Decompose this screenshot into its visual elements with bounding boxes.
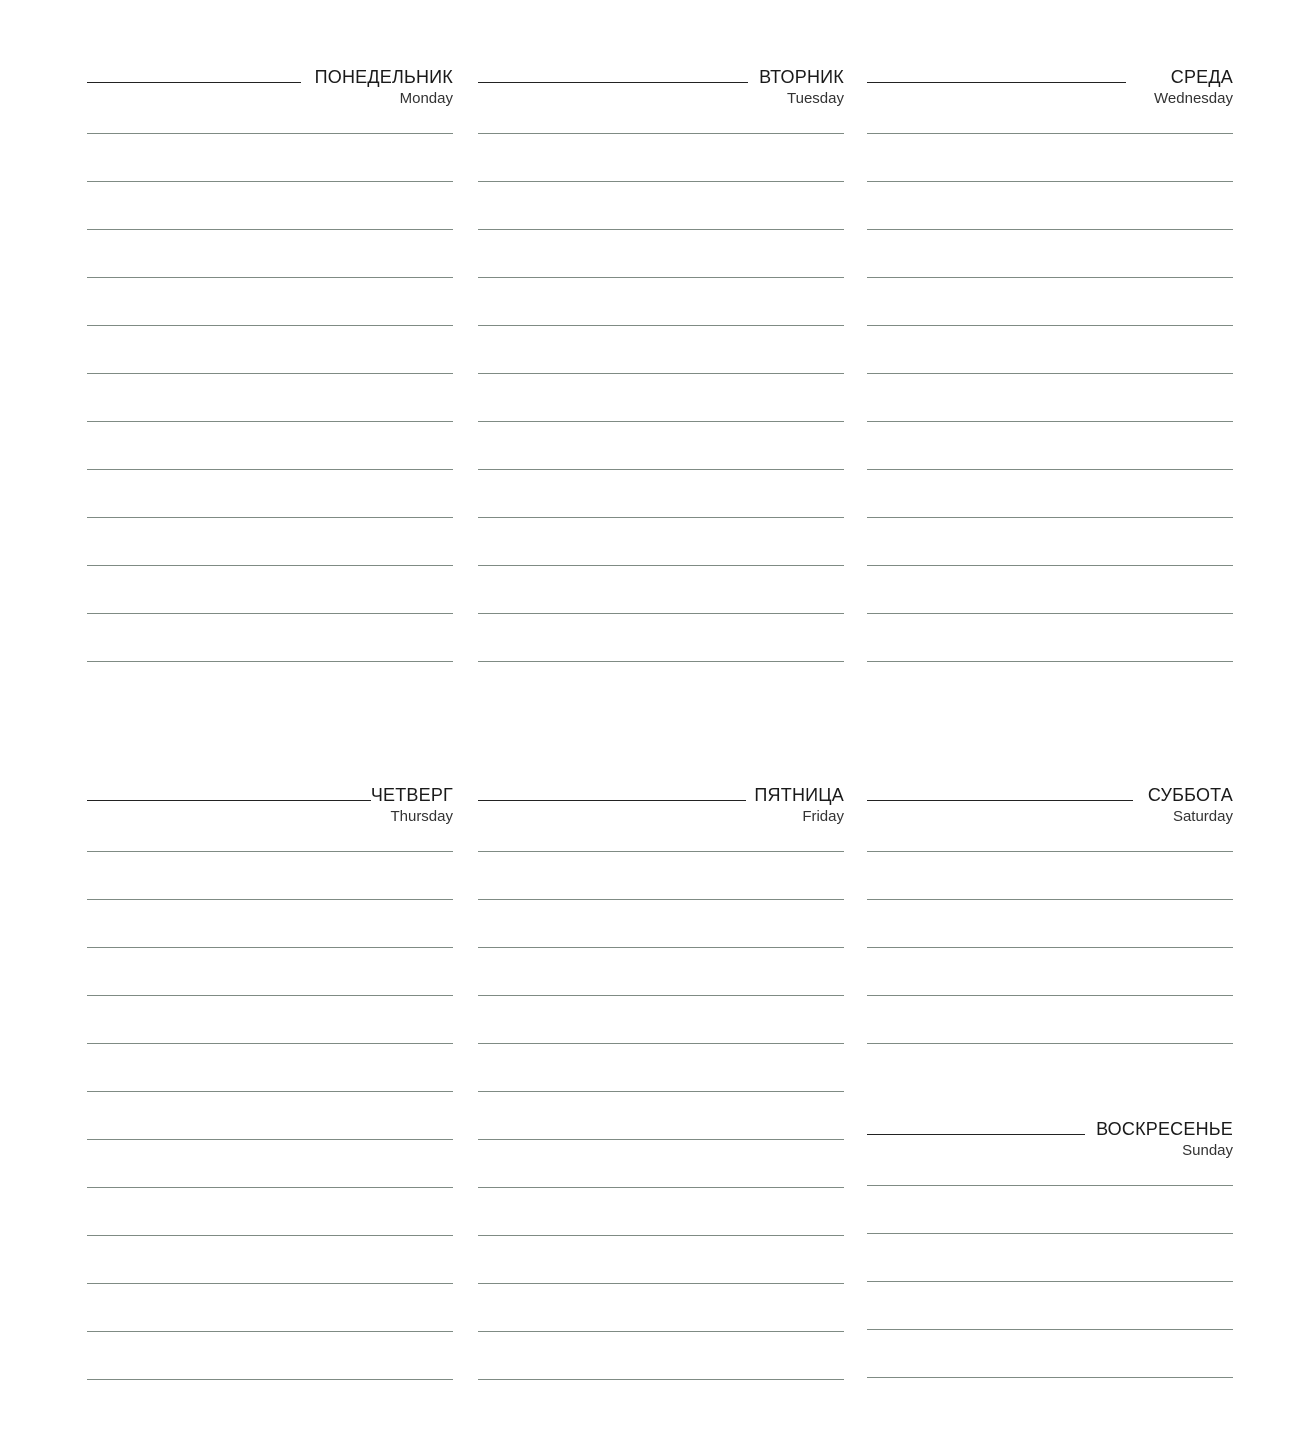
writing-line: [478, 1187, 844, 1188]
writing-line: [478, 565, 844, 566]
day-block-sunday: [867, 1118, 1233, 1170]
writing-line: [87, 565, 453, 566]
writing-line: [867, 899, 1233, 900]
day-name-en: Wednesday: [1154, 90, 1233, 107]
writing-line: [867, 851, 1233, 852]
day-name-ru: ВОСКРЕСЕНЬЕ: [1096, 1119, 1233, 1139]
writing-line: [87, 947, 453, 948]
title-line: [478, 800, 746, 801]
writing-line: [87, 517, 453, 518]
writing-line: [478, 133, 844, 134]
day-name-ru: ВТОРНИК: [759, 67, 844, 87]
writing-line: [478, 1091, 844, 1092]
writing-line: [87, 1187, 453, 1188]
title-line: [867, 1134, 1085, 1135]
writing-line: [867, 1329, 1233, 1330]
writing-line: [87, 229, 453, 230]
writing-line: [867, 1233, 1233, 1234]
writing-line: [478, 947, 844, 948]
day-header: [478, 66, 844, 118]
writing-line: [87, 1379, 453, 1380]
day-name-en: Saturday: [1172, 808, 1233, 825]
writing-line: [87, 1043, 453, 1044]
writing-line: [867, 613, 1233, 614]
writing-line: [867, 1281, 1233, 1282]
writing-line: [478, 1043, 844, 1044]
title-line: [867, 82, 1126, 83]
writing-line: [87, 1091, 453, 1092]
day-name-en: Monday: [399, 90, 453, 107]
writing-line: [87, 133, 453, 134]
writing-line: [867, 517, 1233, 518]
day-header: [478, 784, 844, 836]
writing-line: [478, 1235, 844, 1236]
writing-line: [478, 325, 844, 326]
writing-line: [478, 851, 844, 852]
writing-line: [87, 373, 453, 374]
writing-line: [87, 613, 453, 614]
writing-line: [478, 1139, 844, 1140]
title-line: [478, 82, 748, 83]
writing-line: [867, 181, 1233, 182]
writing-line: [478, 995, 844, 996]
writing-line: [87, 421, 453, 422]
writing-line: [87, 325, 453, 326]
day-header: [87, 66, 453, 118]
title-line: [87, 82, 301, 83]
writing-line: [87, 661, 453, 662]
writing-line: [478, 517, 844, 518]
writing-line: [87, 899, 453, 900]
title-line: [87, 800, 371, 801]
writing-line: [867, 1043, 1233, 1044]
writing-line: [867, 133, 1233, 134]
writing-line: [867, 373, 1233, 374]
writing-line: [478, 181, 844, 182]
writing-line: [478, 229, 844, 230]
day-name-en: Friday: [802, 808, 844, 825]
writing-line: [478, 1331, 844, 1332]
writing-line: [87, 181, 453, 182]
writing-line: [87, 851, 453, 852]
writing-line: [867, 325, 1233, 326]
writing-line: [867, 1377, 1233, 1378]
writing-line: [478, 373, 844, 374]
writing-line: [867, 995, 1233, 996]
writing-line: [478, 661, 844, 662]
writing-line: [867, 1185, 1233, 1186]
writing-line: [87, 469, 453, 470]
writing-line: [478, 1379, 844, 1380]
writing-line: [867, 469, 1233, 470]
day-header: [87, 784, 453, 836]
writing-line: [87, 1283, 453, 1284]
day-block-saturday: [867, 784, 1233, 836]
writing-line: [87, 1139, 453, 1140]
writing-line: [478, 469, 844, 470]
day-block-monday: [87, 66, 453, 118]
writing-line: [867, 277, 1233, 278]
day-block-wednesday: [867, 66, 1233, 118]
day-name-en: Tuesday: [787, 90, 844, 107]
day-block-tuesday: [478, 66, 844, 118]
day-name-ru: ПЯТНИЦА: [754, 785, 844, 805]
writing-line: [867, 565, 1233, 566]
writing-line: [87, 1235, 453, 1236]
day-block-friday: [478, 784, 844, 836]
writing-line: [87, 995, 453, 996]
day-header: [867, 66, 1233, 118]
writing-line: [478, 277, 844, 278]
day-block-thursday: [87, 784, 453, 836]
writing-line: [867, 229, 1233, 230]
writing-line: [478, 1283, 844, 1284]
writing-line: [478, 899, 844, 900]
day-name-ru: ПОНЕДЕЛЬНИК: [314, 67, 453, 87]
writing-line: [867, 421, 1233, 422]
writing-line: [867, 661, 1233, 662]
day-name-ru: ЧЕТВЕРГ: [370, 785, 453, 805]
day-header: [867, 784, 1233, 836]
writing-line: [478, 421, 844, 422]
title-line: [867, 800, 1133, 801]
writing-line: [478, 613, 844, 614]
writing-line: [867, 947, 1233, 948]
day-name-en: Sunday: [1182, 1142, 1233, 1159]
day-header: [867, 1118, 1233, 1170]
day-name-en: Thursday: [390, 808, 453, 825]
day-name-ru: СУББОТА: [1147, 785, 1233, 805]
writing-line: [87, 1331, 453, 1332]
day-name-ru: СРЕДА: [1170, 67, 1233, 87]
writing-line: [87, 277, 453, 278]
